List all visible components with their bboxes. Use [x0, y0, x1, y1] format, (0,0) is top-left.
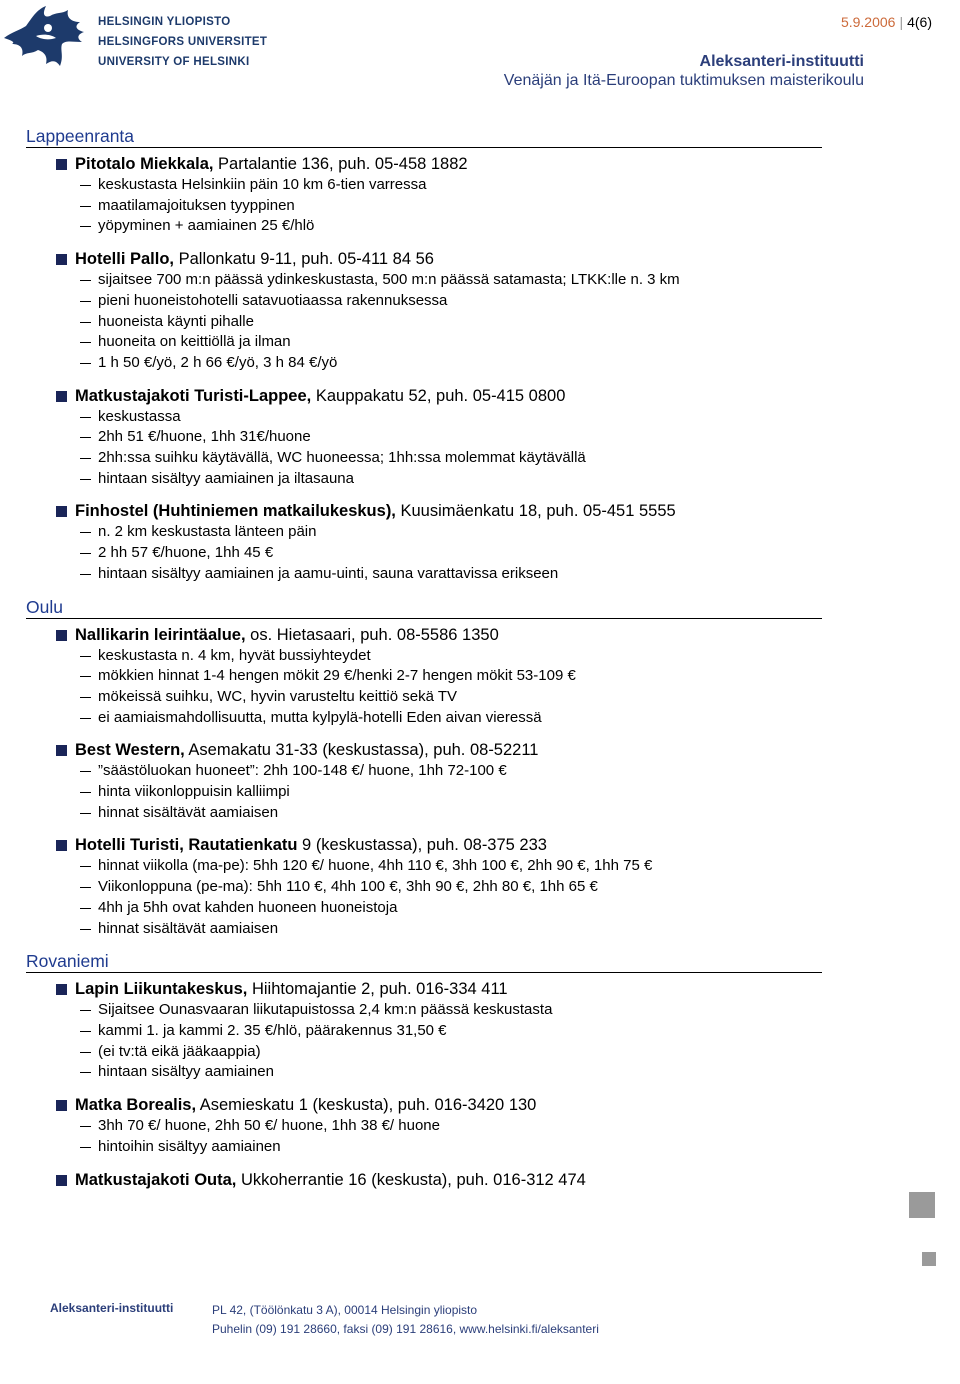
university-logo	[2, 4, 94, 70]
accommodation-address: Pallonkatu 9-11, puh. 05-411 84 56	[174, 250, 434, 269]
detail-item	[56, 427, 822, 448]
dash-bullet-icon	[80, 301, 91, 302]
accommodation-entry	[56, 386, 822, 490]
decorative-square-large	[909, 1192, 935, 1218]
dash-bullet-icon	[80, 206, 91, 207]
accommodation-address: os. Hietasaari, puh. 08-5586 1350	[245, 625, 499, 644]
detail-list	[56, 270, 822, 374]
detail-text: mökkien hinnat 1-4 hengen mökit 29 €/henki 2-7 hengen mökit 53-109 €	[98, 667, 576, 685]
accommodation-name: Best Western,	[75, 741, 185, 760]
header-page-number: 4(6)	[907, 14, 932, 30]
logo-line-english: UNIVERSITY OF HELSINKI	[98, 56, 250, 68]
detail-item	[56, 448, 822, 469]
dash-bullet-icon	[80, 437, 91, 438]
accommodation-name: Pitotalo Miekkala,	[75, 155, 214, 173]
accommodation-title	[56, 979, 822, 1000]
accommodation-title	[56, 386, 822, 407]
detail-item	[56, 666, 822, 687]
accommodation-address: Kauppakatu 52, puh. 05-415 0800	[311, 386, 566, 405]
detail-item	[56, 291, 822, 312]
detail-item	[56, 1116, 822, 1137]
detail-list	[56, 1000, 822, 1083]
square-bullet-icon	[56, 254, 67, 265]
dash-bullet-icon	[80, 226, 91, 227]
logo-line-swedish: HELSINGFORS UNIVERSITET	[98, 36, 268, 48]
detail-text: hinnat sisältävät aamiaisen	[98, 919, 279, 937]
square-bullet-icon	[56, 159, 67, 170]
accommodation-title	[56, 1095, 822, 1116]
detail-item	[56, 353, 822, 374]
detail-text: keskustasta n. 4 km, hyvät bussiyhteydet	[98, 646, 371, 664]
detail-item	[56, 175, 822, 196]
square-bullet-icon	[56, 984, 67, 995]
detail-text: mökeissä suihku, WC, hyvin varusteltu keittiö sekä TV	[98, 687, 458, 705]
detail-item	[56, 687, 822, 708]
accommodation-entry	[56, 1170, 822, 1191]
detail-item	[56, 196, 822, 217]
accommodation-address: 9 (keskustassa), puh. 08-375 233	[297, 836, 547, 855]
accommodation-name: Matka Borealis,	[75, 1096, 197, 1115]
detail-text: huoneista käynti pihalle	[98, 312, 254, 330]
detail-item	[56, 522, 822, 543]
accommodation-entry	[56, 835, 822, 939]
dash-bullet-icon	[80, 908, 91, 909]
dash-bullet-icon	[80, 656, 91, 657]
dash-bullet-icon	[80, 322, 91, 323]
dash-bullet-icon	[80, 417, 91, 418]
detail-item	[56, 761, 822, 782]
detail-item	[56, 1021, 822, 1042]
accommodation-list	[56, 154, 822, 585]
detail-text: yöpyminen + aamiainen 25 €/hlö	[98, 217, 315, 235]
detail-text: 1 h 50 €/yö, 2 h 66 €/yö, 3 h 84 €/yö	[98, 353, 338, 371]
detail-item	[56, 564, 822, 585]
detail-list	[56, 175, 822, 237]
detail-text: ei aamiaismahdollisuutta, mutta kylpylä-hotelli Eden aivan vieressä	[98, 708, 542, 726]
detail-text: pieni huoneistohotelli satavuotiaassa rakennuksessa	[98, 291, 448, 309]
accommodation-entry	[56, 740, 822, 823]
square-bullet-icon	[56, 745, 67, 756]
detail-item	[56, 332, 822, 353]
accommodation-title	[56, 625, 822, 646]
detail-text: keskustasta Helsinkiin päin 10 km 6-tien varressa	[98, 176, 427, 193]
accommodation-entry	[56, 154, 822, 237]
detail-item	[56, 312, 822, 333]
detail-text: huoneita on keittiöllä ja ilman	[98, 333, 291, 351]
square-bullet-icon	[56, 1100, 67, 1111]
accommodation-address: Ukkoherrantie 16 (keskusta), puh. 016-312 474	[236, 1170, 586, 1189]
detail-item	[56, 1000, 822, 1021]
dash-bullet-icon	[80, 771, 91, 772]
accommodation-address: Asemieskatu 1 (keskusta), puh. 016-3420 130	[196, 1096, 537, 1115]
header-institute: Aleksanteri-instituutti	[699, 53, 864, 70]
accommodation-address: Kuusimäenkatu 18, puh. 05-451 5555	[395, 502, 676, 521]
document-body	[26, 126, 822, 1203]
accommodation-title	[56, 154, 822, 175]
accommodation-name: Matkustajakoti Outa,	[75, 1170, 237, 1189]
accommodation-entry	[56, 979, 822, 1083]
dash-bullet-icon	[80, 866, 91, 867]
accommodation-list	[56, 625, 822, 940]
accommodation-address: Asemakatu 31-33 (keskustassa), puh. 08-52211	[184, 741, 539, 760]
dash-bullet-icon	[80, 363, 91, 364]
detail-item	[56, 1062, 822, 1083]
city-heading: Lappeenranta	[26, 126, 822, 148]
dash-bullet-icon	[80, 1072, 91, 1073]
accommodation-entry	[56, 1095, 822, 1157]
detail-item	[56, 646, 822, 667]
accommodation-entry	[56, 625, 822, 729]
accommodation-list	[56, 979, 822, 1190]
footer-address-line-2: Puhelin (09) 191 28660, faksi (09) 191 28616, www.helsinki.fi/aleksanteri	[212, 1322, 599, 1336]
header-date-page	[841, 14, 932, 30]
accommodation-name: Nallikarin leirintäalue,	[75, 625, 246, 644]
accommodation-name: Hotelli Pallo,	[75, 250, 175, 269]
detail-list	[56, 407, 822, 490]
detail-list	[56, 646, 822, 729]
detail-item	[56, 782, 822, 803]
accommodation-name: Finhostel (Huhtiniemen matkailukeskus),	[75, 502, 396, 521]
accommodation-name: Matkustajakoti Turisti-Lappee,	[75, 386, 312, 405]
detail-text: 2hh:ssa suihku käytävällä, WC huoneessa; 1hh:ssa molemmat käytävällä	[98, 449, 586, 467]
dash-bullet-icon	[80, 532, 91, 533]
square-bullet-icon	[56, 840, 67, 851]
detail-text: 2hh 51 €/huone, 1hh 31€/huone	[98, 428, 311, 446]
detail-item	[56, 1137, 822, 1158]
detail-text: Sijaitsee Ounasvaaran liikutapuistossa 2,4 km:n päässä keskustasta	[98, 1001, 553, 1019]
detail-item	[56, 877, 822, 898]
detail-item	[56, 708, 822, 729]
accommodation-entry	[56, 501, 822, 584]
detail-text: hintaan sisältyy aamiainen ja aamu-uinti, sauna varattavissa erikseen	[98, 564, 559, 582]
detail-text: 3hh 70 €/ huone, 2hh 50 €/ huone, 1hh 38 €/ huone	[98, 1117, 440, 1135]
dash-bullet-icon	[80, 1126, 91, 1127]
dash-bullet-icon	[80, 1031, 91, 1032]
accommodation-title	[56, 501, 822, 522]
dash-bullet-icon	[80, 792, 91, 793]
detail-text: hintaan sisältyy aamiainen	[98, 1063, 274, 1081]
detail-list	[56, 522, 822, 584]
detail-item	[56, 803, 822, 824]
detail-text: hinnat viikolla (ma-pe): 5hh 120 €/ huone, 4hh 110 €, 3hh 100 €, 2hh 90 €, 1hh 75 €	[98, 857, 653, 875]
dash-bullet-icon	[80, 574, 91, 575]
detail-text: hinta viikonloppuisin kalliimpi	[98, 783, 290, 801]
detail-list	[56, 761, 822, 823]
header-subtitle: Venäjän ja Itä-Euroopan tuktimuksen maisterikoulu	[503, 72, 864, 89]
city-heading: Rovaniemi	[26, 951, 822, 973]
detail-text: sijaitsee 700 m:n päässä ydinkeskustasta, 500 m:n päässä satamasta; LTKK:lle n. 3 km	[98, 271, 680, 289]
dash-bullet-icon	[80, 1010, 91, 1011]
dash-bullet-icon	[80, 1147, 91, 1148]
detail-text: n. 2 km keskustasta länteen päin	[98, 523, 317, 541]
header-date: 5.9.2006	[840, 14, 896, 30]
header-separator: |	[899, 14, 904, 30]
dash-bullet-icon	[80, 185, 91, 186]
footer-address-line-1: PL 42, (Töölönkatu 3 A), 00014 Helsingin yliopisto	[212, 1303, 478, 1317]
square-bullet-icon	[56, 1175, 67, 1186]
detail-text: Viikonloppuna (pe-ma): 5hh 110 €, 4hh 100 €, 3hh 90 €, 2hh 80 €, 1hh 65 €	[98, 878, 598, 896]
detail-text: hintoihin sisältyy aamiainen	[98, 1137, 281, 1155]
dash-bullet-icon	[80, 479, 91, 480]
accommodation-address: Hiihtomajantie 2, puh. 016-334 411	[247, 980, 508, 999]
detail-text: hintaan sisältyy aamiainen ja iltasauna	[98, 469, 354, 487]
detail-text: keskustassa	[98, 407, 181, 425]
square-bullet-icon	[56, 391, 67, 402]
dash-bullet-icon	[80, 813, 91, 814]
detail-item	[56, 543, 822, 564]
detail-item	[56, 919, 822, 940]
detail-item	[56, 216, 822, 237]
footer-address	[212, 1301, 599, 1339]
accommodation-title	[56, 1170, 822, 1191]
decorative-square-small	[922, 1252, 936, 1266]
dash-bullet-icon	[80, 280, 91, 281]
detail-text: 2 hh 57 €/huone, 1hh 45 €	[98, 544, 274, 562]
square-bullet-icon	[56, 506, 67, 517]
dash-bullet-icon	[80, 718, 91, 719]
detail-item	[56, 469, 822, 490]
logo-line-finnish: HELSINGIN YLIOPISTO	[98, 16, 231, 28]
detail-item	[56, 270, 822, 291]
square-bullet-icon	[56, 630, 67, 641]
dash-bullet-icon	[80, 458, 91, 459]
detail-item	[56, 407, 822, 428]
detail-item	[56, 898, 822, 919]
dash-bullet-icon	[80, 676, 91, 677]
detail-item	[56, 856, 822, 877]
detail-item	[56, 1042, 822, 1063]
detail-text: kammi 1. ja kammi 2. 35 €/hlö, päärakennus 31,50 €	[98, 1021, 447, 1039]
dash-bullet-icon	[80, 887, 91, 888]
accommodation-name: Hotelli Turisti, Rautatienkatu	[75, 836, 298, 855]
dash-bullet-icon	[80, 342, 91, 343]
dash-bullet-icon	[80, 929, 91, 930]
detail-text: maatilamajoituksen tyyppinen	[98, 196, 295, 214]
accommodation-title	[56, 835, 822, 856]
detail-list	[56, 856, 822, 939]
dash-bullet-icon	[80, 553, 91, 554]
dash-bullet-icon	[80, 697, 91, 698]
detail-text: 4hh ja 5hh ovat kahden huoneen huoneistoja	[98, 898, 398, 916]
accommodation-title	[56, 740, 822, 761]
accommodation-address: Partalantie 136, puh. 05-458 1882	[213, 155, 468, 173]
detail-text: ”säästöluokan huoneet”: 2hh 100-148 €/ huone, 1hh 72-100 €	[98, 762, 507, 780]
detail-list	[56, 1116, 822, 1157]
logo-wordmark	[98, 12, 267, 72]
accommodation-name: Lapin Liikuntakeskus,	[75, 980, 248, 999]
detail-text: (ei tv:tä eikä jääkaappia)	[98, 1042, 261, 1060]
footer-institute: Aleksanteri-instituutti	[50, 1301, 174, 1315]
accommodation-title	[56, 249, 822, 270]
accommodation-entry	[56, 249, 822, 374]
detail-text: hinnat sisältävät aamiaisen	[98, 803, 279, 821]
dash-bullet-icon	[80, 1052, 91, 1053]
city-heading: Oulu	[26, 597, 822, 619]
